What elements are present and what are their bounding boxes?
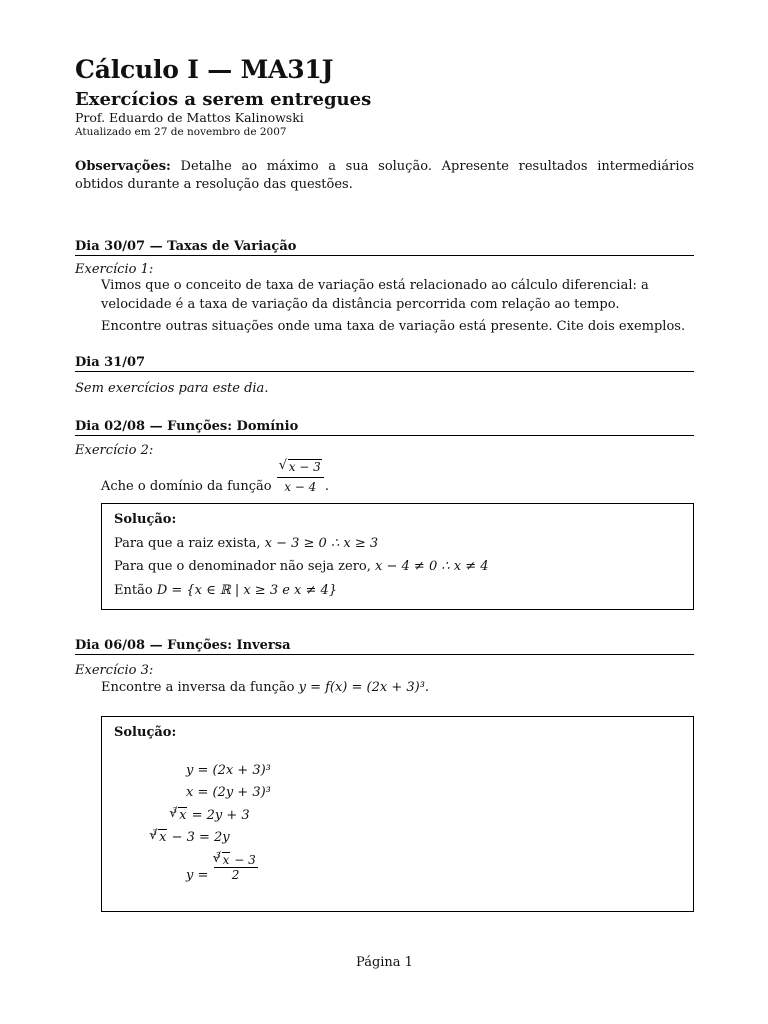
exercise-1-paragraph-1: Vimos que o conceito de taxa de variação está relacionado ao cálculo diferencial: a velocidade é a taxa de variação da distância percorrida com relação ao tempo.	[101, 278, 649, 312]
exercise-2-label: Exercício 2:	[75, 443, 154, 458]
solution-line-2-math: x − 4 ≠ 0 ∴ x ≠ 4	[375, 559, 489, 574]
document-page	[75, 0, 694, 1024]
author-line: Prof. Eduardo de Mattos Kalinowski	[75, 110, 304, 125]
no-exercise-note: Sem exercícios para este dia.	[75, 381, 269, 396]
step-5-fraction	[214, 853, 258, 882]
document-title: Cálculo I — MA31J	[75, 55, 334, 84]
solution-box-domain	[101, 503, 694, 610]
solution-line-3-math: D = {x ∈ ℝ | x ≥ 3 e x ≠ 4}	[156, 583, 338, 598]
solution-line-3	[114, 583, 337, 598]
cube-root-index: 3	[152, 828, 158, 837]
step-3	[172, 808, 250, 823]
solution-label-2: Solução:	[114, 725, 177, 740]
solution-line-1-math: x − 3 ≥ 0 ∴ x ≥ 3	[264, 536, 379, 551]
prompt-period: .	[324, 479, 329, 494]
step-5-lhs: y =	[186, 868, 209, 883]
observations	[75, 158, 694, 194]
section-heading-taxas: Dia 30/07 — Taxas de Variação	[75, 239, 694, 256]
solution-label: Solução:	[114, 512, 177, 527]
exercise-3-prompt-math: y = f(x) = (2x + 3)³.	[298, 680, 430, 695]
fraction-denominator: x − 4	[284, 480, 317, 494]
section-heading-dominio: Dia 02/08 — Funções: Domínio	[75, 419, 694, 436]
solution-line-1-text: Para que a raiz exista,	[114, 536, 261, 551]
solution-line-3-text: Então	[114, 583, 153, 598]
cube-root-index: 3	[172, 806, 178, 815]
exercise-3-prompt	[101, 678, 694, 697]
step-5-denominator: 2	[231, 868, 240, 882]
step-4-radicand: x	[159, 830, 167, 845]
step-3-rest: = 2y + 3	[191, 808, 250, 823]
solution-line-2-text: Para que o denominador não seja zero,	[114, 559, 371, 574]
step-3-radicand: x	[179, 808, 187, 823]
observations-text: Detalhe ao máximo a sua solução. Apresente resultados intermediários obtidos durante a resolução das questões.	[75, 159, 694, 192]
solution-line-1	[114, 536, 378, 551]
step-4	[152, 830, 230, 845]
exercise-3-prompt-text: Encontre a inversa da função	[101, 680, 295, 695]
step-2: x = (2y + 3)³	[186, 785, 271, 800]
exercise-1-paragraph-2: Encontre outras situações onde uma taxa de variação está presente. Cite dois exemplos.	[101, 319, 686, 334]
section-heading-dia-31-07: Dia 31/07	[75, 355, 694, 372]
fraction-numerator: √ x − 3	[277, 458, 324, 478]
exercise-2-prompt-text: Ache o domínio da função	[101, 479, 272, 494]
step-5	[186, 853, 259, 882]
step-4-rest: − 3 = 2y	[171, 830, 230, 845]
solution-line-2	[114, 559, 489, 574]
step-1: y = (2x + 3)³	[186, 763, 271, 778]
exercise-2-prompt	[101, 458, 694, 497]
updated-date: Atualizado em 27 de novembro de 2007	[75, 126, 287, 138]
exercise-1-label: Exercício 1:	[75, 262, 154, 277]
solution-box-inverse	[101, 716, 694, 912]
document-subtitle: Exercícios a serem entregues	[75, 89, 372, 110]
exercise-3-label: Exercício 3:	[75, 663, 154, 678]
domain-fraction	[277, 458, 324, 497]
observations-label: Observações:	[75, 159, 171, 174]
step-5-numerator: $^3$√ x − 3	[214, 853, 258, 868]
section-heading-inversa: Dia 06/08 — Funções: Inversa	[75, 638, 694, 655]
page-number: Página 1	[356, 955, 413, 970]
